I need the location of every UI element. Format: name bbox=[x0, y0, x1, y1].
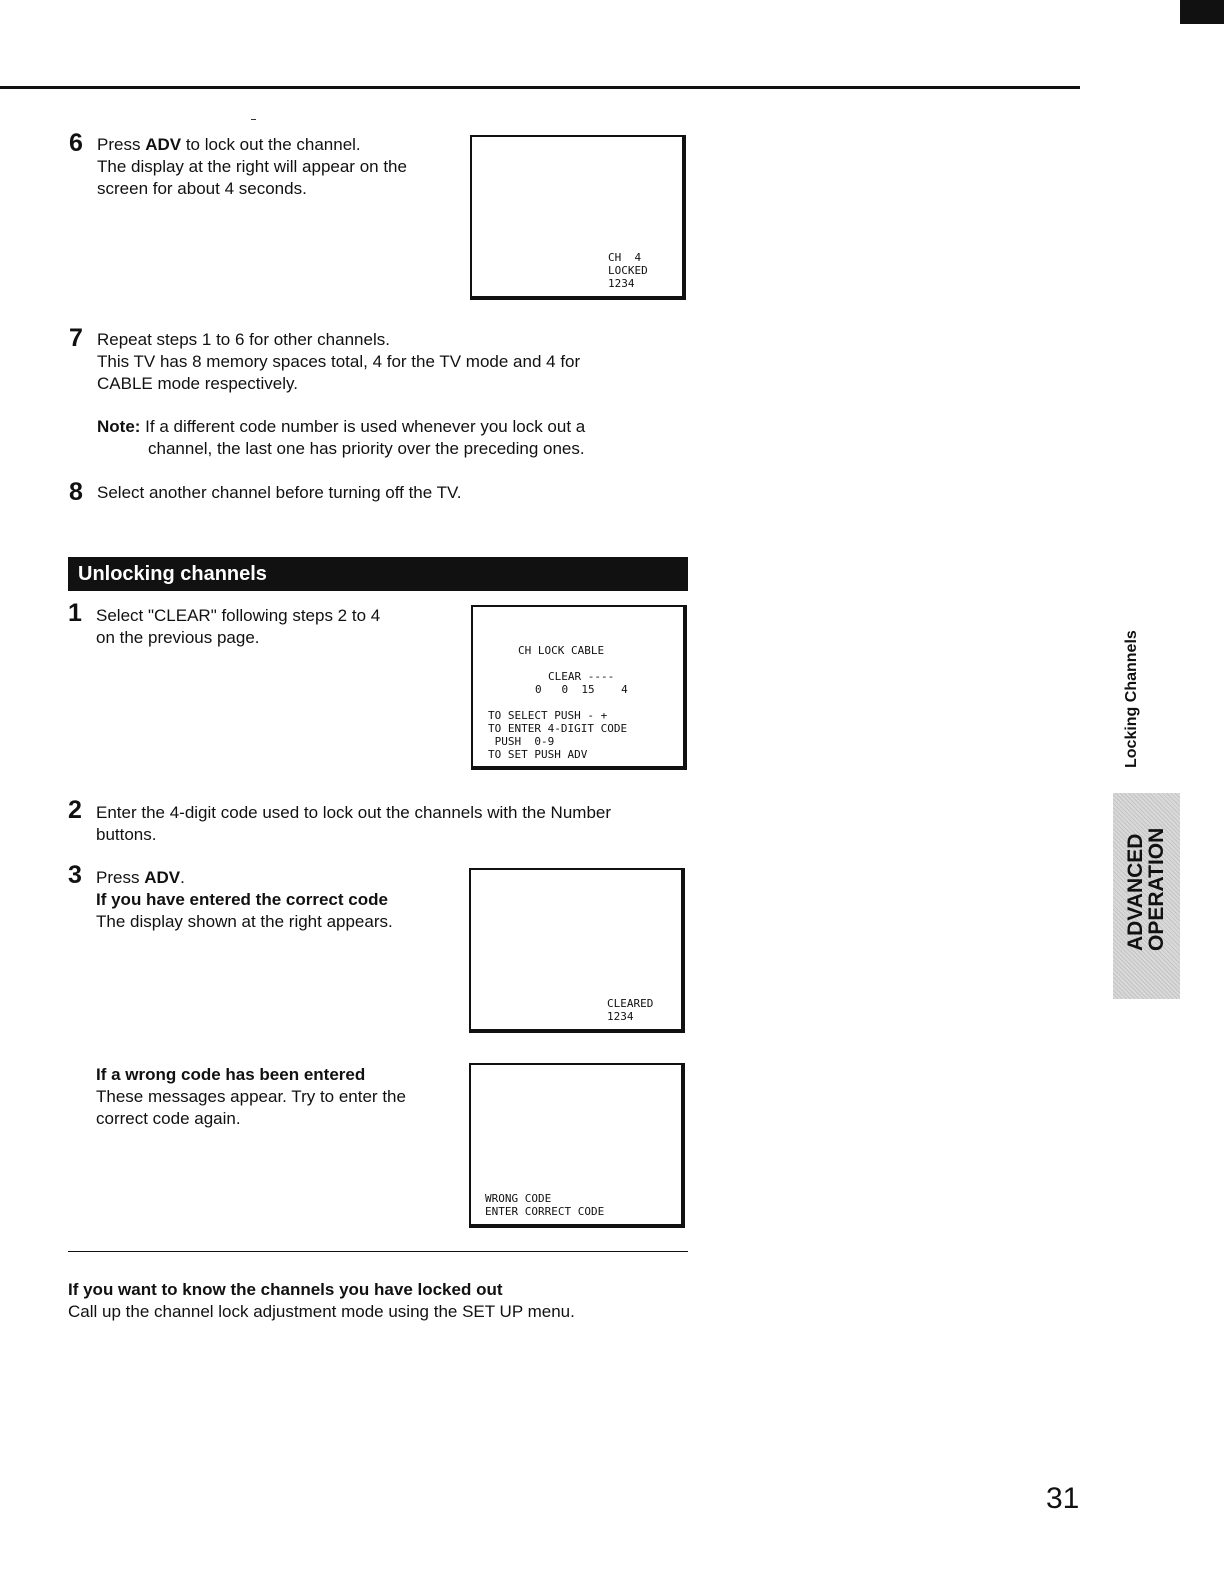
unlock-step-2-text: Enter the 4-digit code used to lock out the channels with the Number buttons. bbox=[96, 803, 612, 844]
step-6-text: Press ADV to lock out the channel. The display at the right will appear on the screen for about 4 seconds. bbox=[97, 135, 407, 198]
unlock-step-3-number: 3 bbox=[68, 861, 82, 889]
tv-screen-locked bbox=[470, 135, 686, 300]
osd-wrong-code: WRONG CODE ENTER CORRECT CODE bbox=[485, 1192, 605, 1218]
osd-instructions: TO SELECT PUSH - + TO ENTER 4-DIGIT CODE PUSH 0-9 TO SET PUSH ADV bbox=[488, 709, 628, 761]
tv-screen-cleared bbox=[469, 868, 685, 1033]
side-tab-advanced-operation-label: ADVANCED OPERATION bbox=[1124, 827, 1168, 951]
osd-digits-line: 0 0 15 4 bbox=[535, 683, 628, 696]
unlock-step-3-text: Press ADV. If you have entered the correct code The display shown at the right appears. bbox=[96, 868, 393, 931]
step-8-text: Select another channel before turning off the TV. bbox=[97, 483, 462, 502]
unlock-step-1-number: 1 bbox=[68, 599, 82, 627]
side-tab-locking-channels: Locking Channels bbox=[1123, 630, 1140, 768]
stray-mark bbox=[251, 119, 256, 120]
divider bbox=[68, 1251, 688, 1252]
page-number: 31 bbox=[1046, 1482, 1080, 1515]
osd-ch-lock-title: CH LOCK CABLE bbox=[518, 644, 605, 657]
osd-locked: CH 4 LOCKED 1234 bbox=[608, 251, 648, 290]
top-rule bbox=[0, 86, 1080, 89]
step-7-text: Repeat steps 1 to 6 for other channels. This TV has 8 memory spaces total, 4 for the TV mode and 4 for CABLE mode respectively. bbox=[97, 330, 581, 393]
tv-screen-wrong-code bbox=[469, 1063, 685, 1228]
unlock-step-2-number: 2 bbox=[68, 796, 82, 824]
side-tab-advanced-operation bbox=[1113, 793, 1180, 999]
step-8-number: 8 bbox=[69, 478, 83, 506]
unlock-step-1-text: Select "CLEAR" following steps 2 to 4 on the previous page. bbox=[96, 606, 381, 647]
section-header-unlocking-channels: Unlocking channels bbox=[68, 557, 688, 591]
note: Note: If a different code number is used whenever you lock out a channel, the last one has priority over the preceding ones. bbox=[97, 417, 586, 458]
tv-screen-ch-lock bbox=[471, 605, 687, 770]
osd-cleared: CLEARED 1234 bbox=[607, 997, 654, 1023]
step-6-number: 6 bbox=[69, 129, 83, 157]
osd-clear-line: CLEAR ---- bbox=[548, 670, 615, 683]
corner-mark bbox=[1180, 0, 1224, 24]
wrong-code-text: If a wrong code has been entered These messages appear. Try to enter the correct code again. bbox=[96, 1065, 406, 1128]
footer-tip: If you want to know the channels you have locked out Call up the channel lock adjustment mode using the SET UP menu. bbox=[68, 1280, 575, 1321]
step-7-number: 7 bbox=[69, 324, 83, 352]
